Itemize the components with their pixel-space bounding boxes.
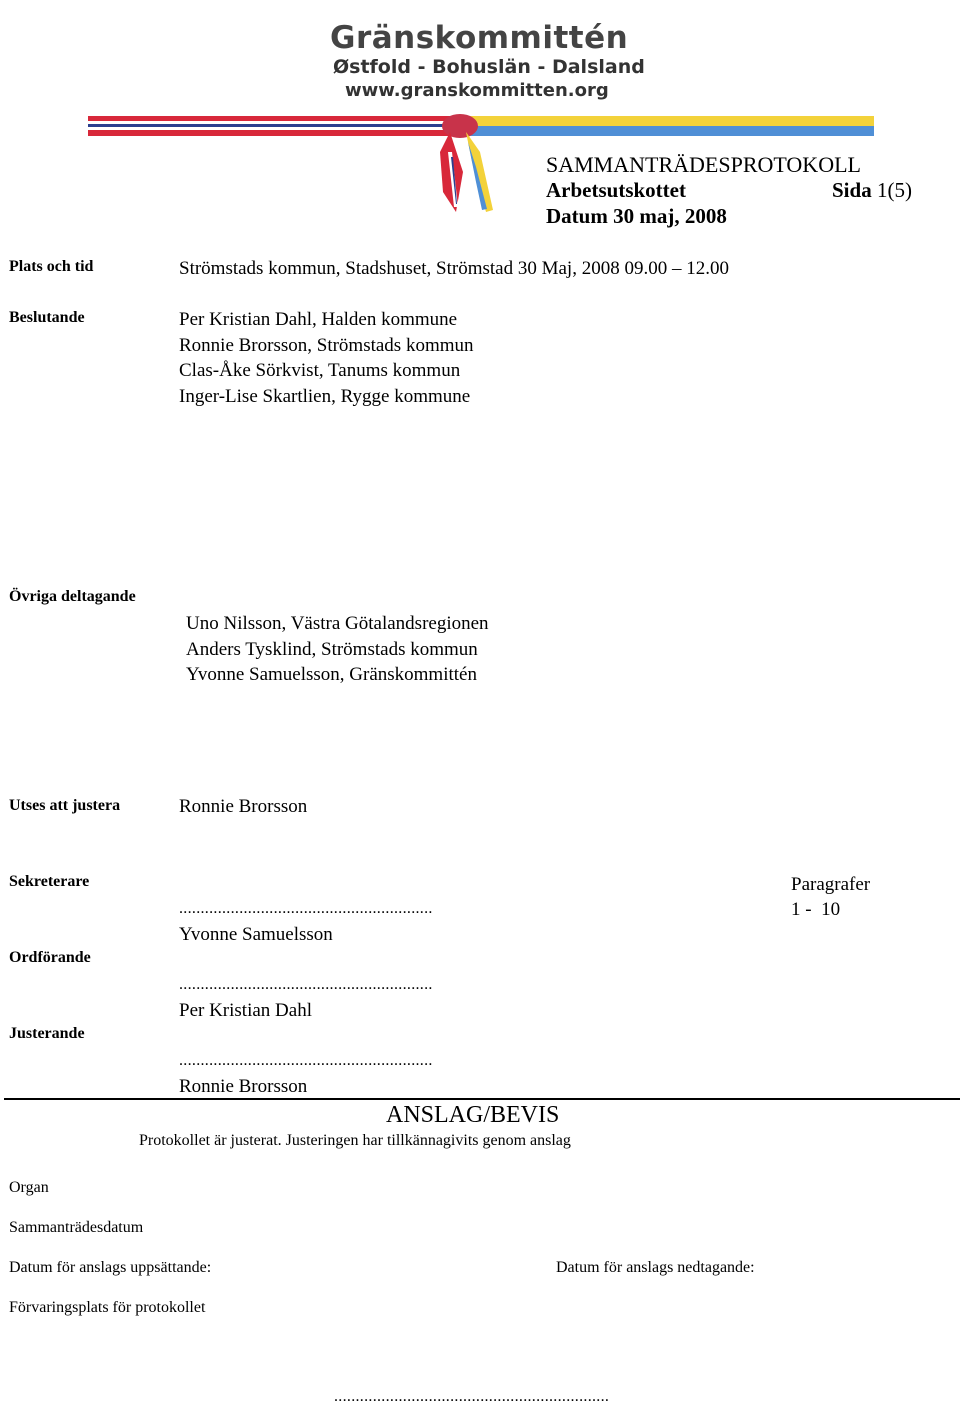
secretary-label: Sekreterare [9,873,90,890]
others-label: Övriga deltagande [9,588,136,605]
logo-name: Gränskommittén [330,20,629,56]
meeting-date-label: Sammanträdesdatum [9,1219,144,1236]
member: Ronnie Brorsson, Strömstads kommun [179,334,474,356]
deciding-members [179,307,474,409]
divider [4,1098,960,1100]
page-indicator [832,178,912,203]
adjuster-label: Justerande [9,1025,85,1042]
page-label: Sida [832,178,872,202]
secretary-name: Yvonne Samuelsson [179,924,333,945]
chair-name: Per Kristian Dahl [179,1000,312,1021]
adjuster-appointed-value: Ronnie Brorsson [179,796,308,817]
place-time-label: Plats och tid [9,258,94,275]
organ-label: Organ [9,1179,49,1196]
participant: Uno Nilsson, Västra Götalandsregionen [186,613,489,634]
document-type: SAMMANTRÄDESPROTOKOLL [546,152,861,177]
meeting-date: Datum 30 maj, 2008 [546,204,727,228]
logo-regions: Østfold - Bohuslän - Dalsland [333,56,645,78]
adjuster-signature-line: ........................................................... [179,1052,433,1069]
bottom-signature-line: ................................................................ [334,1388,610,1405]
notice-title: ANSLAG/BEVIS [386,1102,560,1128]
logo-website: www.granskommitten.org [345,80,609,101]
notice-text: Protokollet är justerat. Justeringen har tillkännagivits genom anslag [139,1132,571,1149]
member: Inger-Lise Skartlien, Rygge kommune [179,385,471,407]
chair-label: Ordförande [9,949,91,966]
member: Clas-Åke Sörkvist, Tanums kommun [179,360,461,381]
adjuster-appointed-label: Utses att justera [9,797,121,814]
page-value: 1(5) [876,178,912,202]
secretary-signature-line: ........................................................... [179,900,433,917]
others-members [186,611,489,688]
posted-date-label: Datum för anslags uppsättande: [9,1259,212,1276]
place-time-value: Strömstads kommun, Stadshuset, Strömstad 30 Maj, 2008 09.00 – 12.00 [179,258,729,279]
member: Per Kristian Dahl, Halden kommune [179,309,458,330]
paragraphs-label: Paragrafer [791,874,871,895]
chair-signature-line: ........................................................... [179,976,433,993]
removed-date-label: Datum för anslags nedtagande: [556,1259,755,1276]
storage-label: Förvaringsplats för protokollet [9,1299,206,1316]
participant: Anders Tysklind, Strömstads kommun [186,638,478,660]
participant: Yvonne Samuelsson, Gränskommittén [186,664,477,685]
paragraphs-value: 1 - 10 [791,899,841,920]
deciding-label: Beslutande [9,309,85,326]
adjuster-name: Ronnie Brorsson [179,1076,308,1097]
committee-name: Arbetsutskottet [546,178,686,202]
